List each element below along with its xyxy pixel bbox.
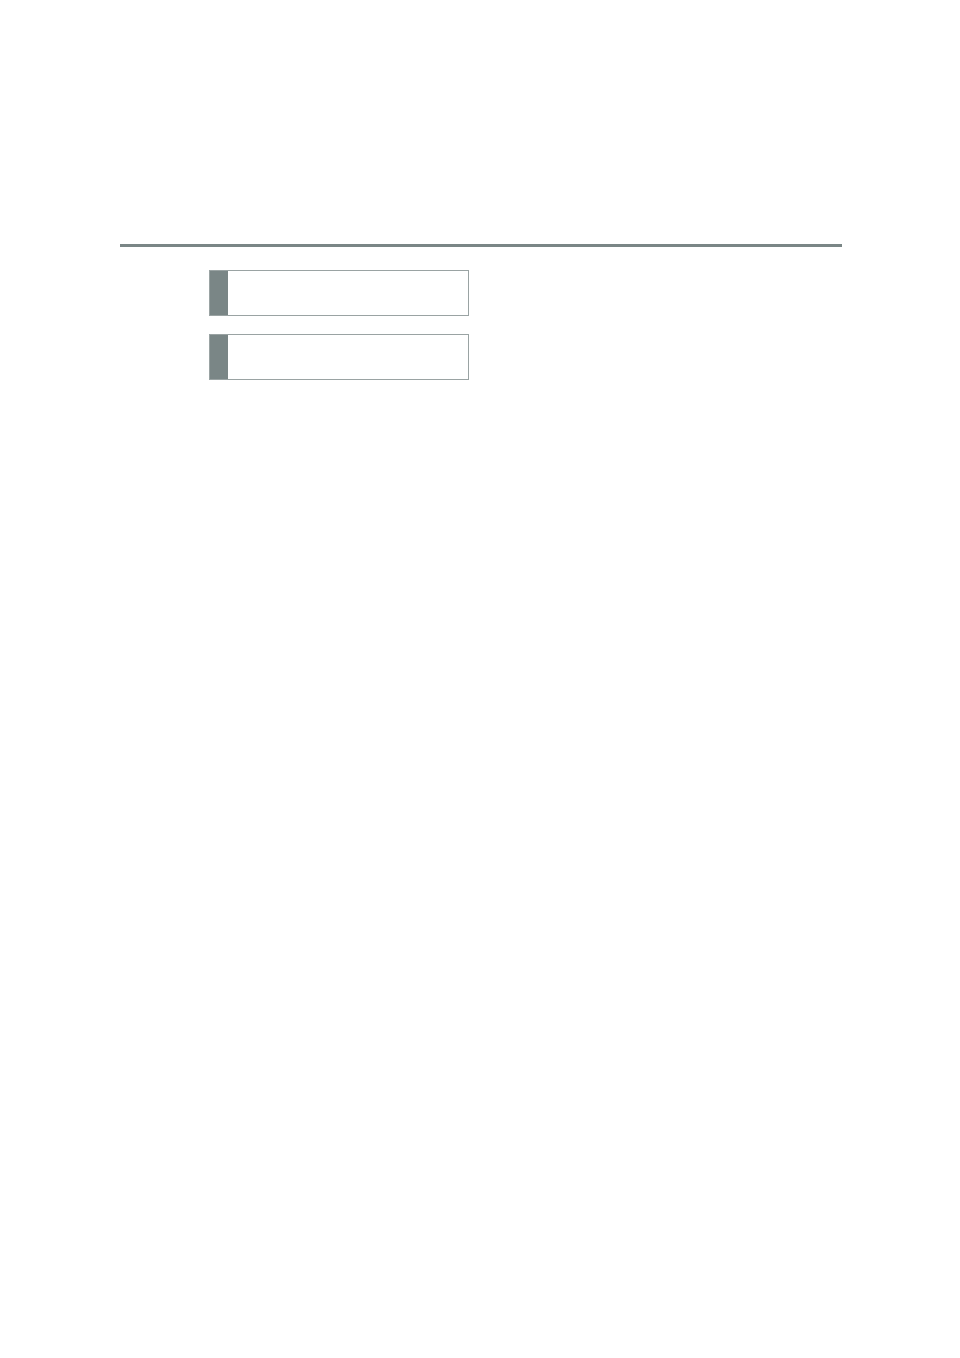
section-title: [228, 271, 238, 315]
section-title: [228, 335, 238, 379]
section-tab: [210, 335, 228, 379]
section-9-header[interactable]: [209, 270, 469, 316]
index-section-header[interactable]: [209, 334, 469, 380]
table-of-contents: [209, 253, 469, 398]
header-rule: [120, 244, 842, 247]
section-tab: [210, 271, 228, 315]
